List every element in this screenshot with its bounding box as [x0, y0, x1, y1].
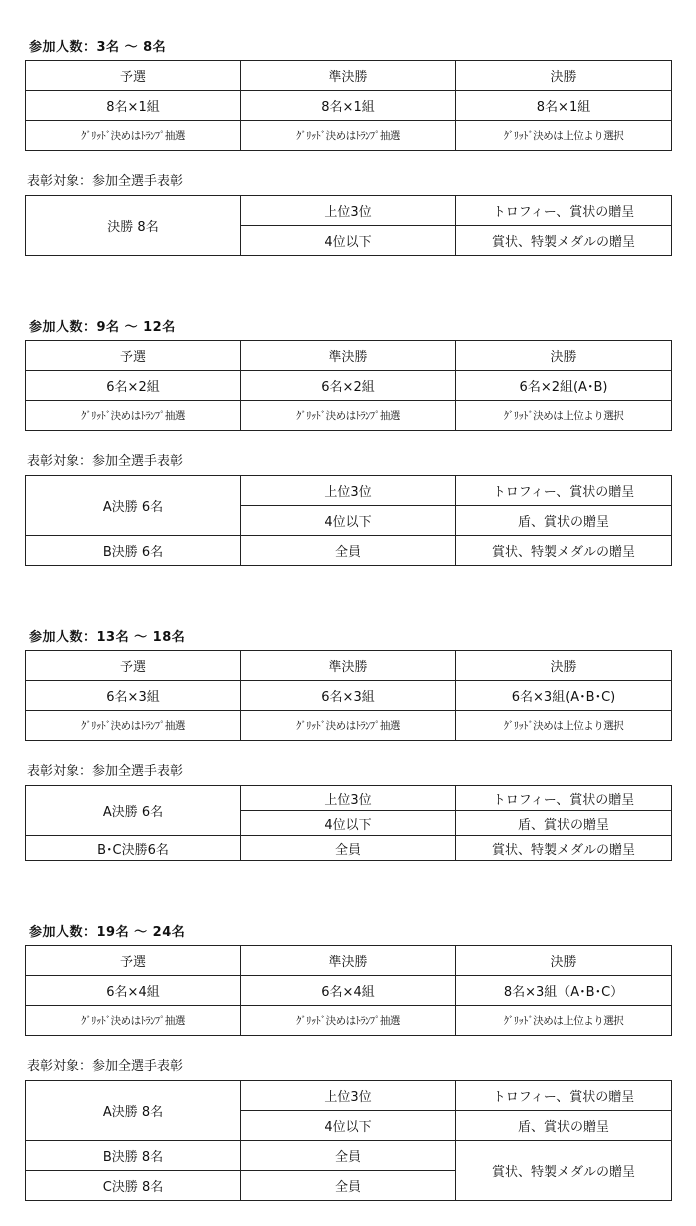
format-table: [25, 650, 672, 741]
format-table: [25, 340, 672, 431]
award-rank: 全員: [241, 1171, 456, 1201]
note-qualifying: ｸﾞﾘｯﾄﾞ決めはﾄﾗﾝﾌﾟ抽選: [26, 1006, 241, 1036]
note-final: ｸﾞﾘｯﾄﾞ決めは上位より選択: [456, 1006, 672, 1036]
header-semifinal: 準決勝: [241, 341, 456, 371]
note-semifinal: ｸﾞﾘｯﾄﾞ決めはﾄﾗﾝﾌﾟ抽選: [241, 121, 456, 151]
header-final: 決勝: [456, 341, 672, 371]
groups-semifinal: 6名×4組: [241, 976, 456, 1006]
groups-final: 8名×3組（A･B･C）: [456, 976, 672, 1006]
section-heading: 参加人数：13名 ～ 18名: [29, 630, 186, 645]
award-a-final-label: A決勝 6名: [26, 786, 241, 836]
groups-qualifying: 8名×1組: [26, 91, 241, 121]
section-heading: 参加人数：9名 ～ 12名: [29, 320, 176, 335]
groups-semifinal: 8名×1組: [241, 91, 456, 121]
awards-table: [25, 785, 672, 861]
award-rank: 4位以下: [241, 226, 456, 256]
header-qualifying: 予選: [26, 651, 241, 681]
award-final-label: 決勝 8名: [26, 196, 241, 256]
award-prize: 賞状、特製メダルの贈呈: [456, 836, 672, 861]
award-rank: 上位3位: [241, 196, 456, 226]
awards-heading: 表彰対象：参加全選手表彰: [27, 174, 184, 189]
groups-qualifying: 6名×4組: [26, 976, 241, 1006]
award-c-final-label: C決勝 8名: [26, 1171, 241, 1201]
award-rank: 上位3位: [241, 1081, 456, 1111]
note-semifinal: ｸﾞﾘｯﾄﾞ決めはﾄﾗﾝﾌﾟ抽選: [241, 401, 456, 431]
award-bc-final-label: B･C決勝6名: [26, 836, 241, 861]
award-rank: 上位3位: [241, 476, 456, 506]
award-prize: トロフィー、賞状の贈呈: [456, 476, 672, 506]
award-b-final-label: B決勝 8名: [26, 1141, 241, 1171]
awards-table: [25, 1080, 672, 1201]
awards-table: [25, 475, 672, 566]
award-rank: 4位以下: [241, 506, 456, 536]
header-qualifying: 予選: [26, 341, 241, 371]
award-prize: 賞状、特製メダルの贈呈: [456, 1141, 672, 1201]
award-prize: トロフィー、賞状の贈呈: [456, 786, 672, 811]
header-semifinal: 準決勝: [241, 946, 456, 976]
format-table: [25, 945, 672, 1036]
groups-final: 6名×3組(A･B･C): [456, 681, 672, 711]
award-rank: 全員: [241, 836, 456, 861]
groups-final: 6名×2組(A･B): [456, 371, 672, 401]
award-rank: 4位以下: [241, 811, 456, 836]
note-final: ｸﾞﾘｯﾄﾞ決めは上位より選択: [456, 121, 672, 151]
note-qualifying: ｸﾞﾘｯﾄﾞ決めはﾄﾗﾝﾌﾟ抽選: [26, 121, 241, 151]
header-semifinal: 準決勝: [241, 61, 456, 91]
note-semifinal: ｸﾞﾘｯﾄﾞ決めはﾄﾗﾝﾌﾟ抽選: [241, 711, 456, 741]
groups-semifinal: 6名×2組: [241, 371, 456, 401]
award-rank: 全員: [241, 536, 456, 566]
award-prize: トロフィー、賞状の贈呈: [456, 196, 672, 226]
awards-heading: 表彰対象：参加全選手表彰: [27, 1059, 184, 1074]
note-semifinal: ｸﾞﾘｯﾄﾞ決めはﾄﾗﾝﾌﾟ抽選: [241, 1006, 456, 1036]
header-final: 決勝: [456, 61, 672, 91]
groups-qualifying: 6名×3組: [26, 681, 241, 711]
awards-table: [25, 195, 672, 256]
header-final: 決勝: [456, 651, 672, 681]
award-prize: 盾、賞状の贈呈: [456, 1111, 672, 1141]
note-final: ｸﾞﾘｯﾄﾞ決めは上位より選択: [456, 711, 672, 741]
awards-heading: 表彰対象：参加全選手表彰: [27, 764, 184, 779]
groups-semifinal: 6名×3組: [241, 681, 456, 711]
award-prize: 盾、賞状の贈呈: [456, 506, 672, 536]
header-qualifying: 予選: [26, 61, 241, 91]
section-heading: 参加人数：3名 ～ 8名: [29, 40, 167, 55]
groups-final: 8名×1組: [456, 91, 672, 121]
note-qualifying: ｸﾞﾘｯﾄﾞ決めはﾄﾗﾝﾌﾟ抽選: [26, 401, 241, 431]
awards-heading: 表彰対象：参加全選手表彰: [27, 454, 184, 469]
award-rank: 4位以下: [241, 1111, 456, 1141]
note-qualifying: ｸﾞﾘｯﾄﾞ決めはﾄﾗﾝﾌﾟ抽選: [26, 711, 241, 741]
award-rank: 上位3位: [241, 786, 456, 811]
header-semifinal: 準決勝: [241, 651, 456, 681]
format-table: [25, 60, 672, 151]
award-b-final-label: B決勝 6名: [26, 536, 241, 566]
award-prize: トロフィー、賞状の贈呈: [456, 1081, 672, 1111]
header-final: 決勝: [456, 946, 672, 976]
groups-qualifying: 6名×2組: [26, 371, 241, 401]
award-a-final-label: A決勝 6名: [26, 476, 241, 536]
award-prize: 盾、賞状の贈呈: [456, 811, 672, 836]
award-a-final-label: A決勝 8名: [26, 1081, 241, 1141]
section-heading: 参加人数：19名 ～ 24名: [29, 925, 186, 940]
award-prize: 賞状、特製メダルの贈呈: [456, 226, 672, 256]
award-rank: 全員: [241, 1141, 456, 1171]
note-final: ｸﾞﾘｯﾄﾞ決めは上位より選択: [456, 401, 672, 431]
header-qualifying: 予選: [26, 946, 241, 976]
award-prize: 賞状、特製メダルの贈呈: [456, 536, 672, 566]
